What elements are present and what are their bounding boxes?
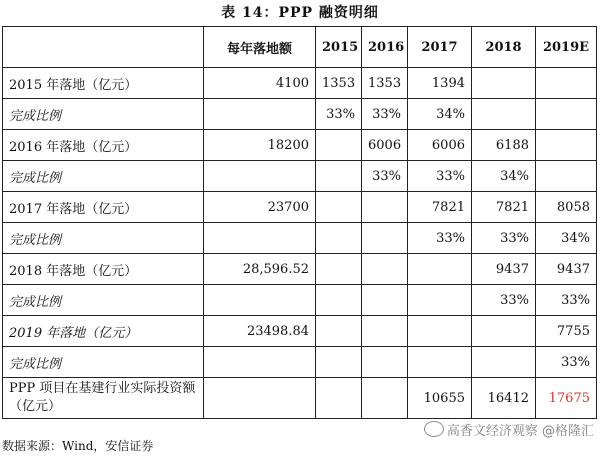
table-cell: 33%: [408, 161, 472, 192]
table-cell: [408, 254, 472, 285]
row-label: 2018 年落地（亿元）: [3, 254, 204, 285]
table-cell: 1394: [408, 68, 472, 99]
row-label: PPP 项目在基建行业实际投资额（亿元）: [3, 378, 204, 419]
header-cell: 每年落地额: [204, 27, 316, 68]
table-cell: [204, 378, 316, 419]
table-cell: 34%: [408, 99, 472, 130]
table-cell: [536, 161, 597, 192]
table-cell: [316, 285, 362, 316]
watermark-text: 高香文经济观察 @格隆汇: [446, 424, 594, 439]
header-cell: 2017: [408, 27, 472, 68]
table-cell: [316, 378, 362, 419]
watermark: [424, 420, 594, 439]
table-cell: 23700: [204, 192, 316, 223]
table-row: [3, 347, 597, 378]
table-row: [3, 316, 597, 347]
table-cell: [362, 223, 408, 254]
table-cell: [316, 316, 362, 347]
row-label: 2017 年落地（亿元）: [3, 192, 204, 223]
table-row: [3, 68, 597, 99]
table-cell: [362, 254, 408, 285]
table-cell: 33%: [362, 99, 408, 130]
table-cell: 7821: [408, 192, 472, 223]
table-cell: 33%: [408, 223, 472, 254]
table-row: [3, 223, 597, 254]
table-cell: 33%: [472, 223, 536, 254]
header-cell: 2016: [362, 27, 408, 68]
table-cell: 10655: [408, 378, 472, 419]
table-cell: 33%: [472, 285, 536, 316]
row-label: 完成比例: [3, 223, 204, 254]
table-cell: 6188: [472, 130, 536, 161]
table-row: [3, 192, 597, 223]
table-cell: [472, 68, 536, 99]
table-cell: [536, 68, 597, 99]
table-cell: 9437: [536, 254, 597, 285]
table-cell: [362, 316, 408, 347]
table-cell: 23498.84: [204, 316, 316, 347]
table-cell-highlight: 17675: [536, 378, 597, 419]
table-cell: [204, 223, 316, 254]
row-label: 2015 年落地（亿元）: [3, 68, 204, 99]
table-cell: [536, 130, 597, 161]
table-cell: [316, 192, 362, 223]
table-cell: [316, 130, 362, 161]
table-cell: 7821: [472, 192, 536, 223]
row-label: 2019 年落地（亿元）: [3, 316, 204, 347]
table-cell: 33%: [362, 161, 408, 192]
table-cell: [536, 99, 597, 130]
table-cell: [316, 347, 362, 378]
table-cell: 6006: [362, 130, 408, 161]
table-cell: [472, 347, 536, 378]
table-cell: 33%: [536, 347, 597, 378]
row-label: 完成比例: [3, 161, 204, 192]
table-row: [3, 99, 597, 130]
table-cell: 16412: [472, 378, 536, 419]
table-cell: [204, 347, 316, 378]
ppp-financing-table: [2, 26, 597, 419]
table-cell: [408, 285, 472, 316]
table-cell: [316, 254, 362, 285]
table-cell: 6006: [408, 130, 472, 161]
row-label: 2016 年落地（亿元）: [3, 130, 204, 161]
table-cell: 34%: [536, 223, 597, 254]
table-cell: [362, 285, 408, 316]
header-cell: [3, 27, 204, 68]
table-cell: [408, 316, 472, 347]
row-label: 完成比例: [3, 99, 204, 130]
table-cell: 33%: [536, 285, 597, 316]
table-cell: 33%: [316, 99, 362, 130]
table-cell: [472, 99, 536, 130]
header-row: [3, 27, 597, 68]
table-cell: 9437: [472, 254, 536, 285]
table-cell: [408, 347, 472, 378]
table-cell: [204, 99, 316, 130]
table-cell: [362, 347, 408, 378]
table-row: [3, 254, 597, 285]
table-cell: [316, 223, 362, 254]
table-title: 表 14：PPP 融资明细: [221, 5, 379, 21]
wechat-icon: [424, 421, 444, 437]
table-cell: 1353: [362, 68, 408, 99]
table-cell: 18200: [204, 130, 316, 161]
table-cell: [204, 161, 316, 192]
row-label: 完成比例: [3, 285, 204, 316]
table-cell: [316, 161, 362, 192]
source-note: 数据来源：Wind，安信证券: [2, 439, 154, 453]
table-row: [3, 285, 597, 316]
table-cell: [204, 285, 316, 316]
table-cell: [362, 192, 408, 223]
table-cell: [362, 378, 408, 419]
table-row: [3, 161, 597, 192]
header-cell: 2019E: [536, 27, 597, 68]
header-cell: 2018: [472, 27, 536, 68]
table-cell: 8058: [536, 192, 597, 223]
table-cell: 4100: [204, 68, 316, 99]
table-cell: 34%: [472, 161, 536, 192]
row-label: 完成比例: [3, 347, 204, 378]
table-cell: 7755: [536, 316, 597, 347]
table-cell: [472, 316, 536, 347]
table-row: [3, 378, 597, 419]
table-cell: 1353: [316, 68, 362, 99]
header-cell: 2015: [316, 27, 362, 68]
table-cell: 28,596.52: [204, 254, 316, 285]
table-row: [3, 130, 597, 161]
